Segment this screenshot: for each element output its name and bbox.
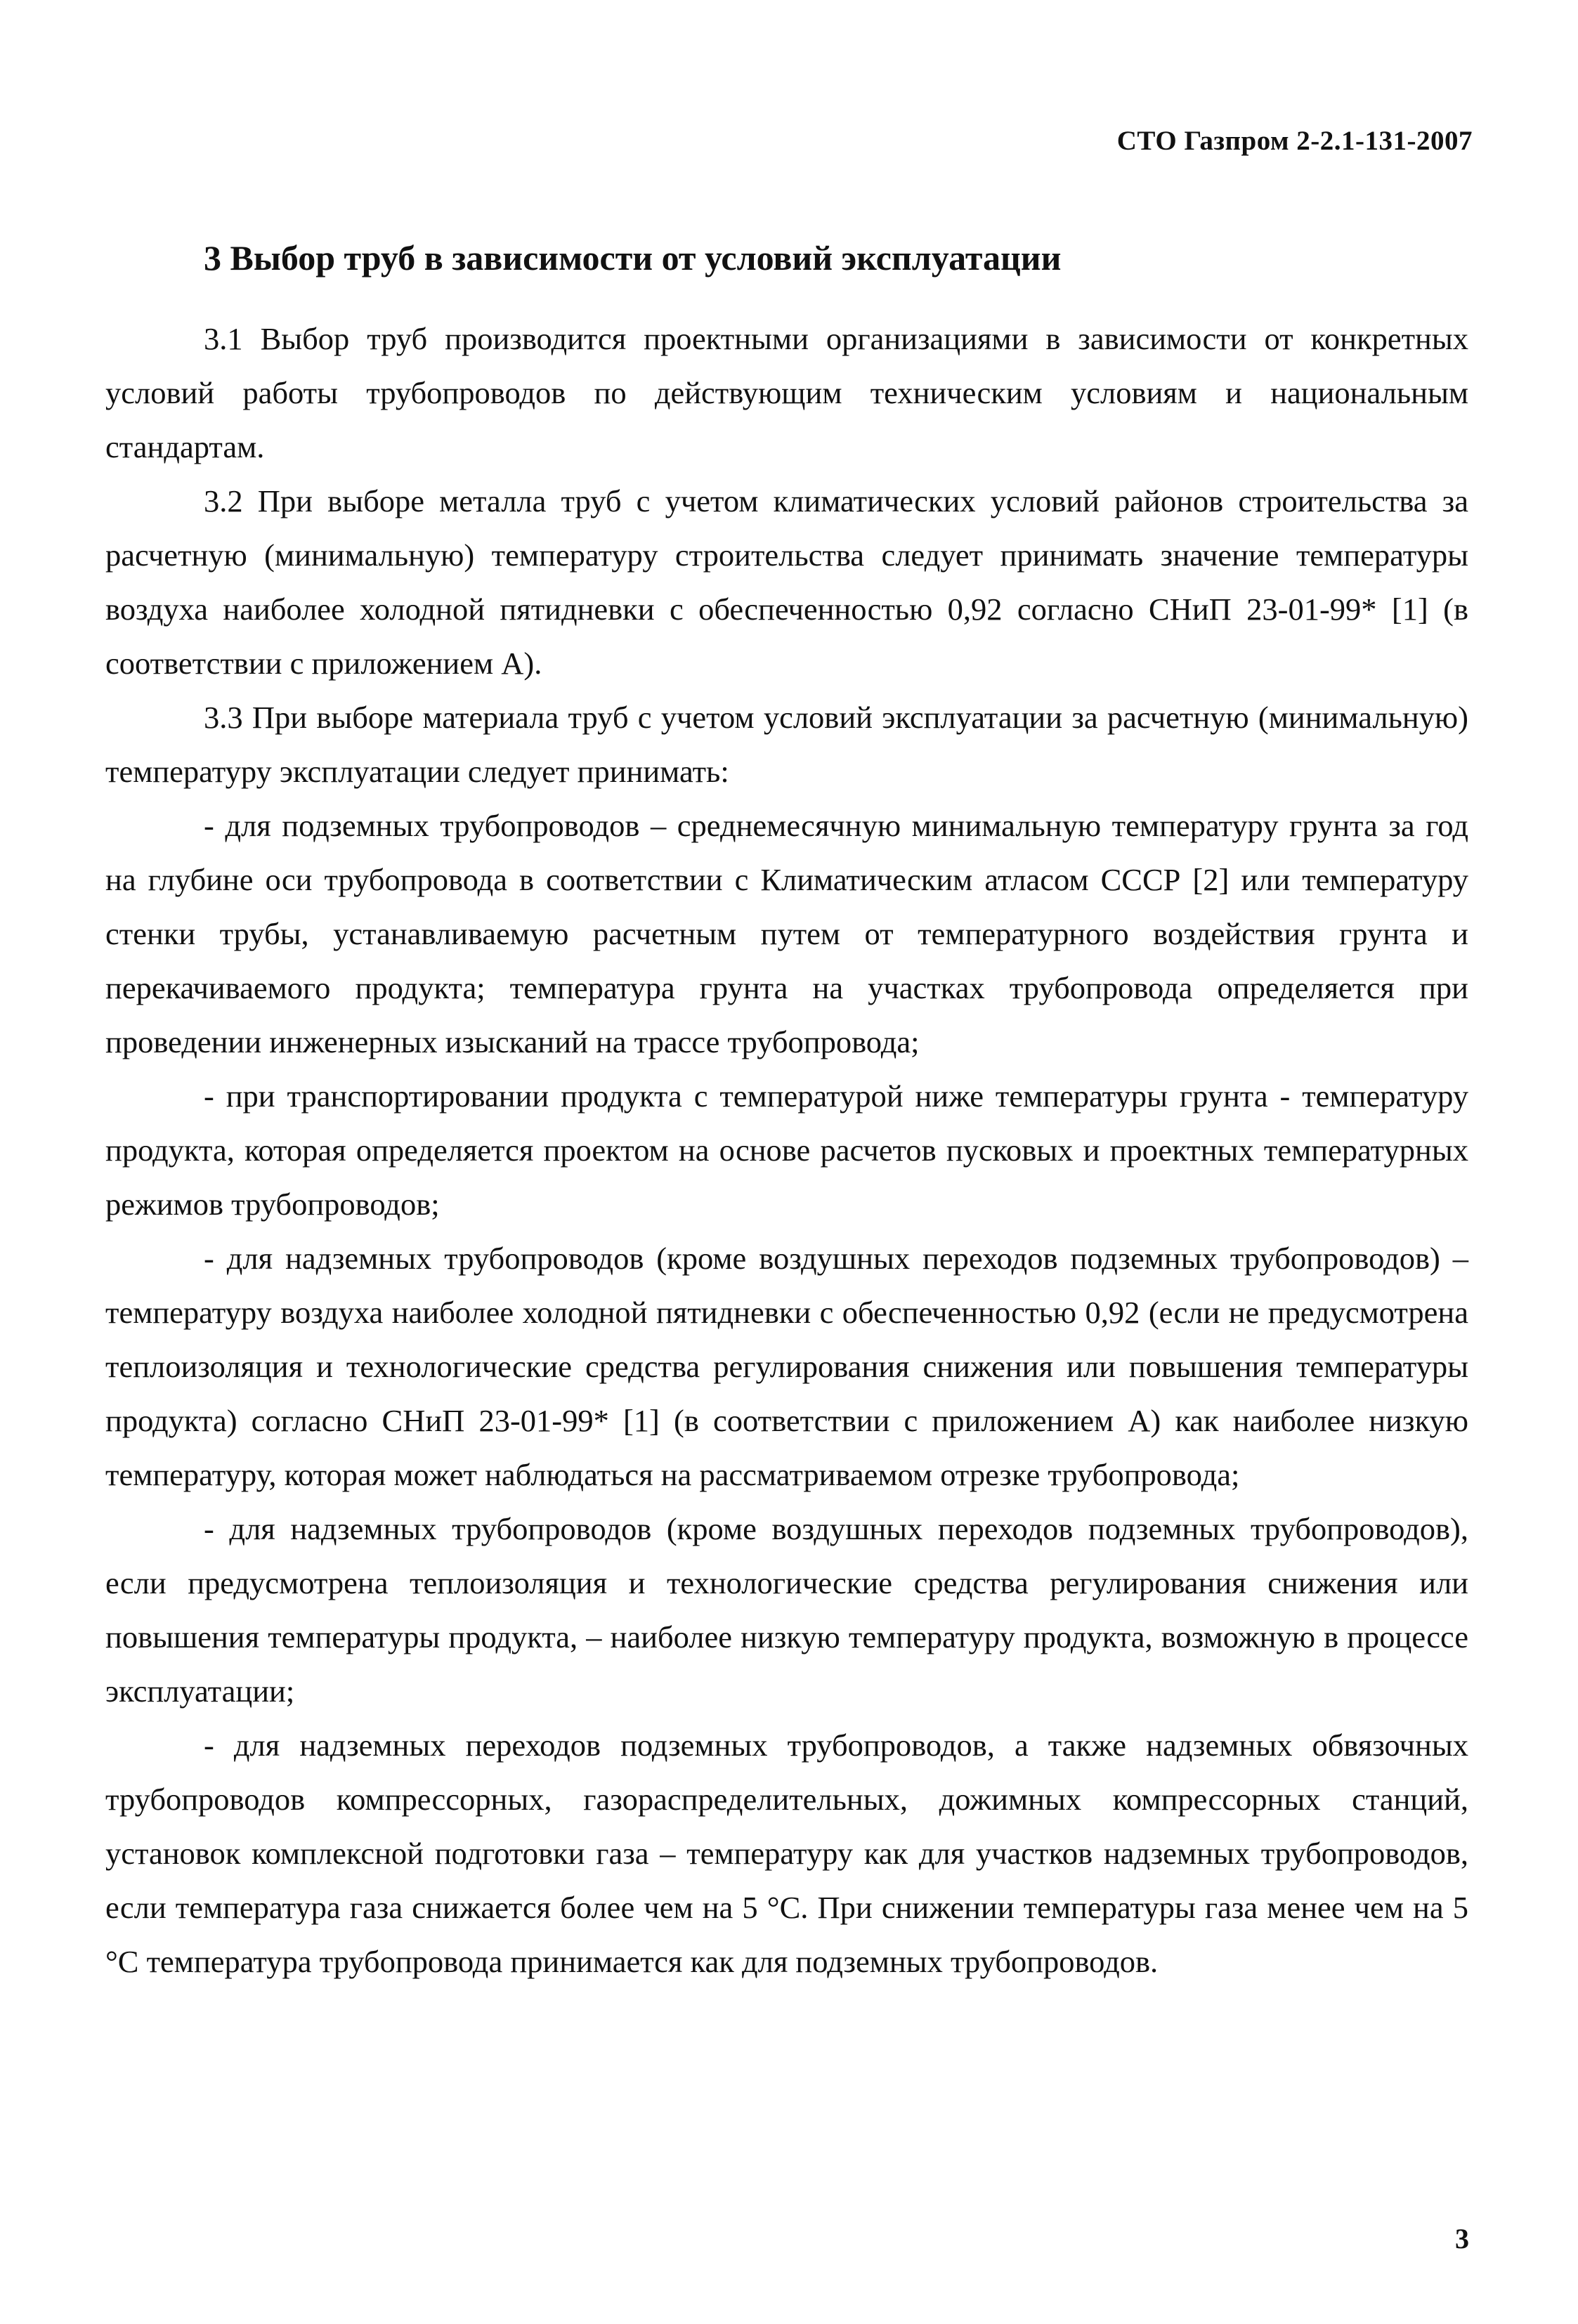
paragraph-3-3: 3.3 При выборе материала труб с учетом условий эксплуатации за расчетную (минимальную) температуру эксплуатации следует принимать: [105, 700, 1468, 789]
body-text [105, 312, 1468, 1989]
paragraph-3-1: 3.1 Выбор труб производится проектными организациями в зависимости от конкретных условий работы трубопроводов по действующим техническим условиям и национальным стандартам. [105, 321, 1468, 464]
list-item-aboveground-crossings: - для надземных переходов подземных трубопроводов, а также надземных обвязочных трубопроводов компрессорных, газораспределительных, дожимных компрессорных станций, установок комплексной подготовки газа – температуру как для участков надземных трубопроводов, если температура газа снижается более чем на 5 °С. При снижении температуры газа менее чем на 5 °С температура трубопровода принимается как для подземных трубопроводов. [105, 1728, 1468, 1979]
list-item-aboveground-no-insulation: - для надземных трубопроводов (кроме воздушных переходов подземных трубопроводов) – температуру воздуха наиболее холодной пятидневки с обеспеченностью 0,92 (если не предусмотрена теплоизоляция и технологические средства регулирования снижения или повышения температуры продукта) согласно СНиП 23-01-99* [1] (в соответствии с приложением А) как наиболее низкую температуру, которая может наблюдаться на рассматриваемом отрезке трубопровода; [105, 1241, 1468, 1492]
list-item-underground: - для подземных трубопроводов – среднемесячную минимальную температуру грунта за год на глубине оси трубопровода в соответствии с Климатическим атласом СССР [2] или температуру стенки трубы, устанавливаемую расчетным путем от температурного воздействия грунта и перекачиваемого продукта; температура грунта на участках трубопровода определяется при проведении инженерных изысканий на трассе трубопровода; [105, 808, 1468, 1059]
section-title: 3 Выбор труб в зависимости от условий эксплуатации [204, 238, 1062, 278]
document-code-header: СТО Газпром 2-2.1-131-2007 [1116, 126, 1473, 156]
page-number: 3 [1455, 2223, 1469, 2254]
paragraph-3-2: 3.2 При выборе металла труб с учетом климатических условий районов строительства за расчетную (минимальную) температуру строительства следует принимать значение температуры воздуха наиболее холодной пятидневки с обеспеченностью 0,92 согласно СНиП 23-01-99* [1] (в соответствии с приложением А). [105, 483, 1468, 681]
list-item-transport-below-ground-temp: - при транспортировании продукта с температурой ниже температуры грунта - температуру продукта, которая определяется проектом на основе расчетов пусковых и проектных температурных режимов трубопроводов; [105, 1078, 1468, 1222]
list-item-aboveground-insulated: - для надземных трубопроводов (кроме воздушных переходов подземных трубопроводов), если предусмотрена теплоизоляция и технологические средства регулирования снижения или повышения температуры продукта, – наиболее низкую температуру продукта, возможную в процессе эксплуатации; [105, 1511, 1468, 1709]
